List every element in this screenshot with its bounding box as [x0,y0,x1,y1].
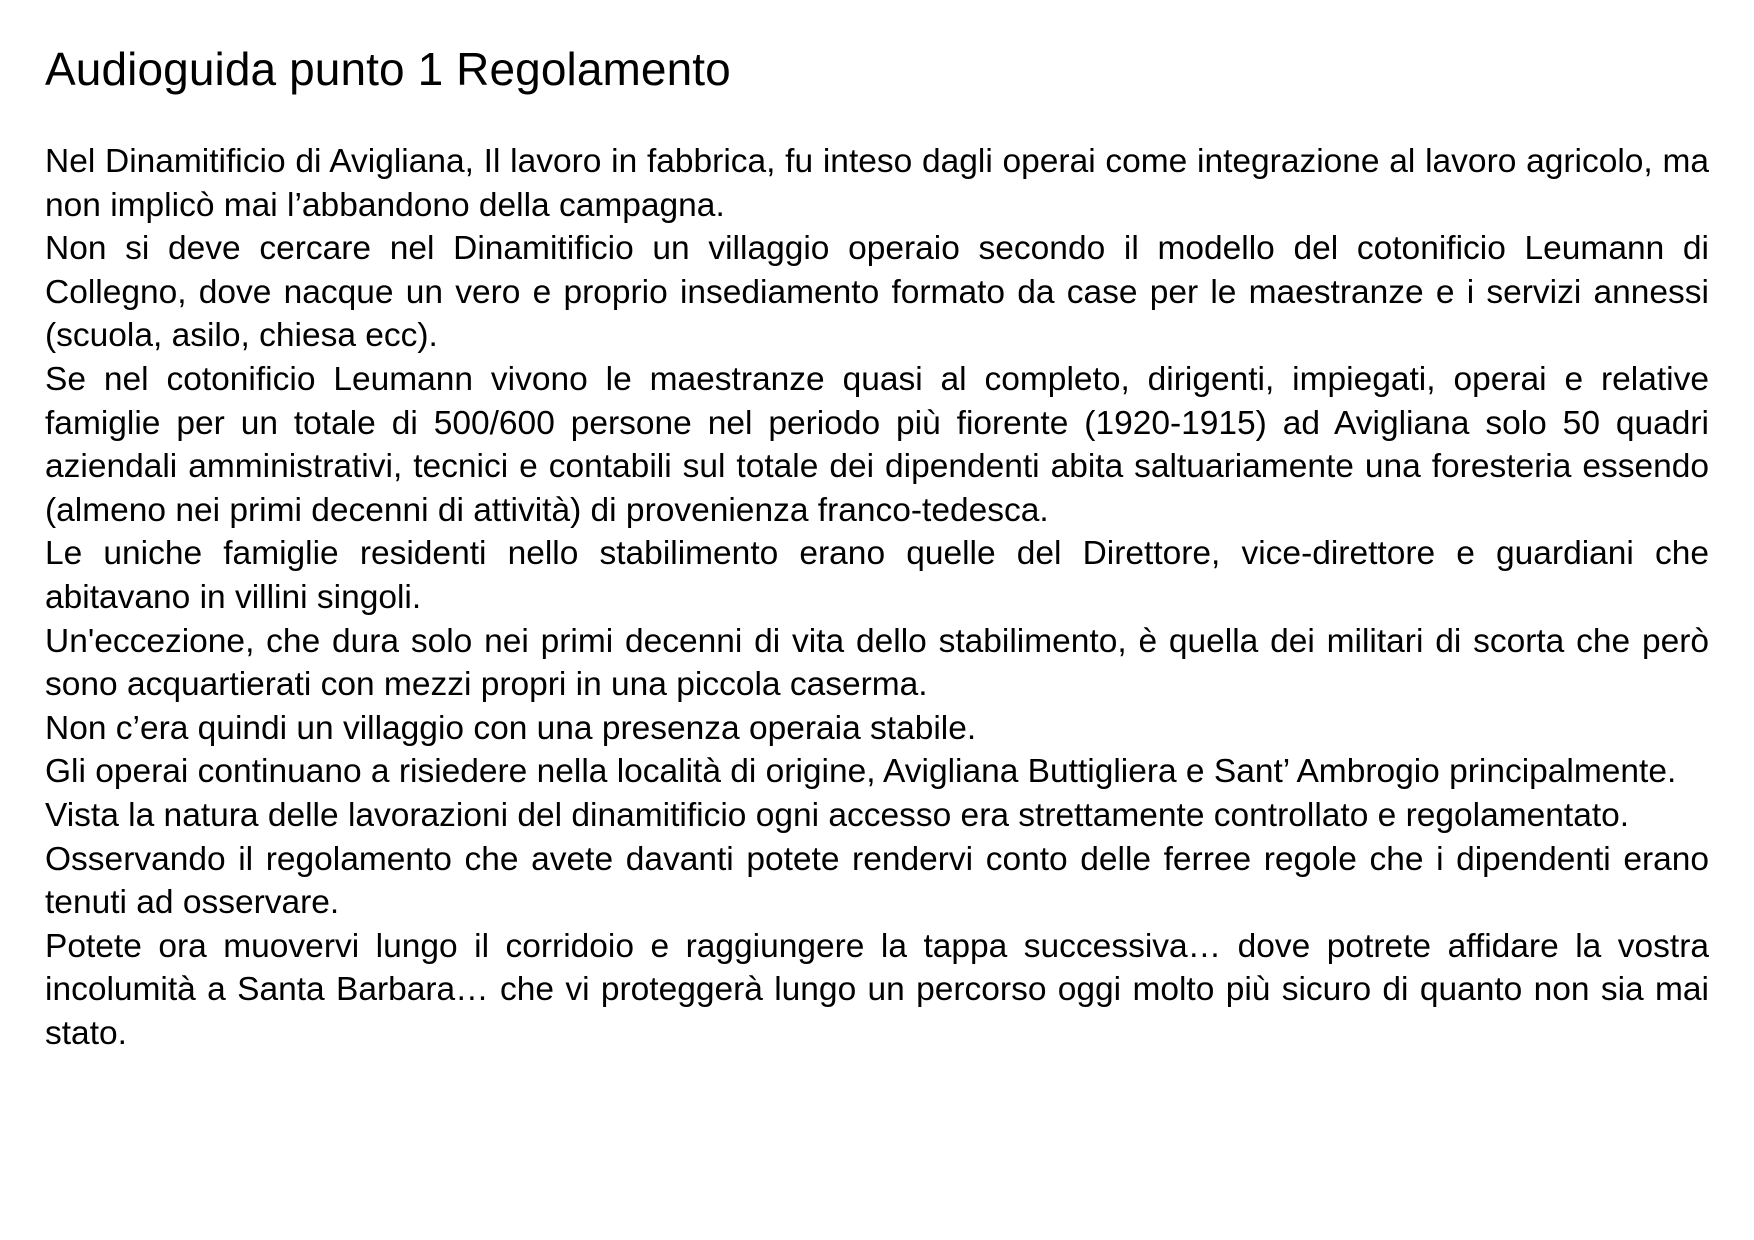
document-title: Audioguida punto 1 Regolamento [45,43,731,95]
document-page [45,40,1709,1055]
paragraph: Potete ora muovervi lungo il corridoio e raggiungere la tappa successiva… dove potrete affidare la vostra incolumità a Santa Barbara… che vi proteggerà lungo un percorso oggi molto più sicuro di quanto non sia mai stato. [45,927,1709,1052]
paragraph: Nel Dinamitificio di Avigliana, Il lavoro in fabbrica, fu inteso dagli operai come integrazione al lavoro agricolo, ma non implicò mai l’abbandono della campagna. [45,143,1709,224]
paragraph: Osservando il regolamento che avete davanti potete rendervi conto delle ferree regole che i dipendenti erano tenuti ad osservare. [45,840,1709,922]
document-body [45,140,1709,1055]
paragraph: Le uniche famiglie residenti nello stabilimento erano quelle del Direttore, vice-direttore e guardiani che abitavano in villini singoli. [45,535,1709,616]
paragraph: Non si deve cercare nel Dinamitificio un villaggio operaio secondo il modello del cotonificio Leumann di Collegno, dove nacque un vero e proprio insediamento formato da case per le maestranze e i servizi annessi (scuola, asilo, chiesa ecc). [45,230,1709,355]
paragraph: Non c’era quindi un villaggio con una presenza operaia stabile. [45,709,977,747]
paragraph: Gli operai continuano a risiedere nella località di origine, Avigliana Buttigliera e Sant’ Ambrogio principalmente. [45,753,1677,791]
paragraph: Un'eccezione, che dura solo nei primi decenni di vita dello stabilimento, è quella dei militari di scorta che però sono acquartierati con mezzi propri in una piccola caserma. [45,622,1709,704]
paragraph: Vista la natura delle lavorazioni del dinamitificio ogni accesso era strettamente controllato e regolamentato. [45,796,1630,834]
paragraph: Se nel cotonificio Leumann vivono le maestranze quasi al completo, dirigenti, impiegati, operai e relative famiglie per un totale di 500/600 persone nel periodo più fiorente (1920-1915) ad Avigliana solo 50 quadri aziendali amministrativi, tecnici e contabili sul totale dei dipendenti abita saltuariamente una foresteria essendo (almeno nei primi decenni di attività) di provenienza franco-tedesca. [45,360,1709,529]
